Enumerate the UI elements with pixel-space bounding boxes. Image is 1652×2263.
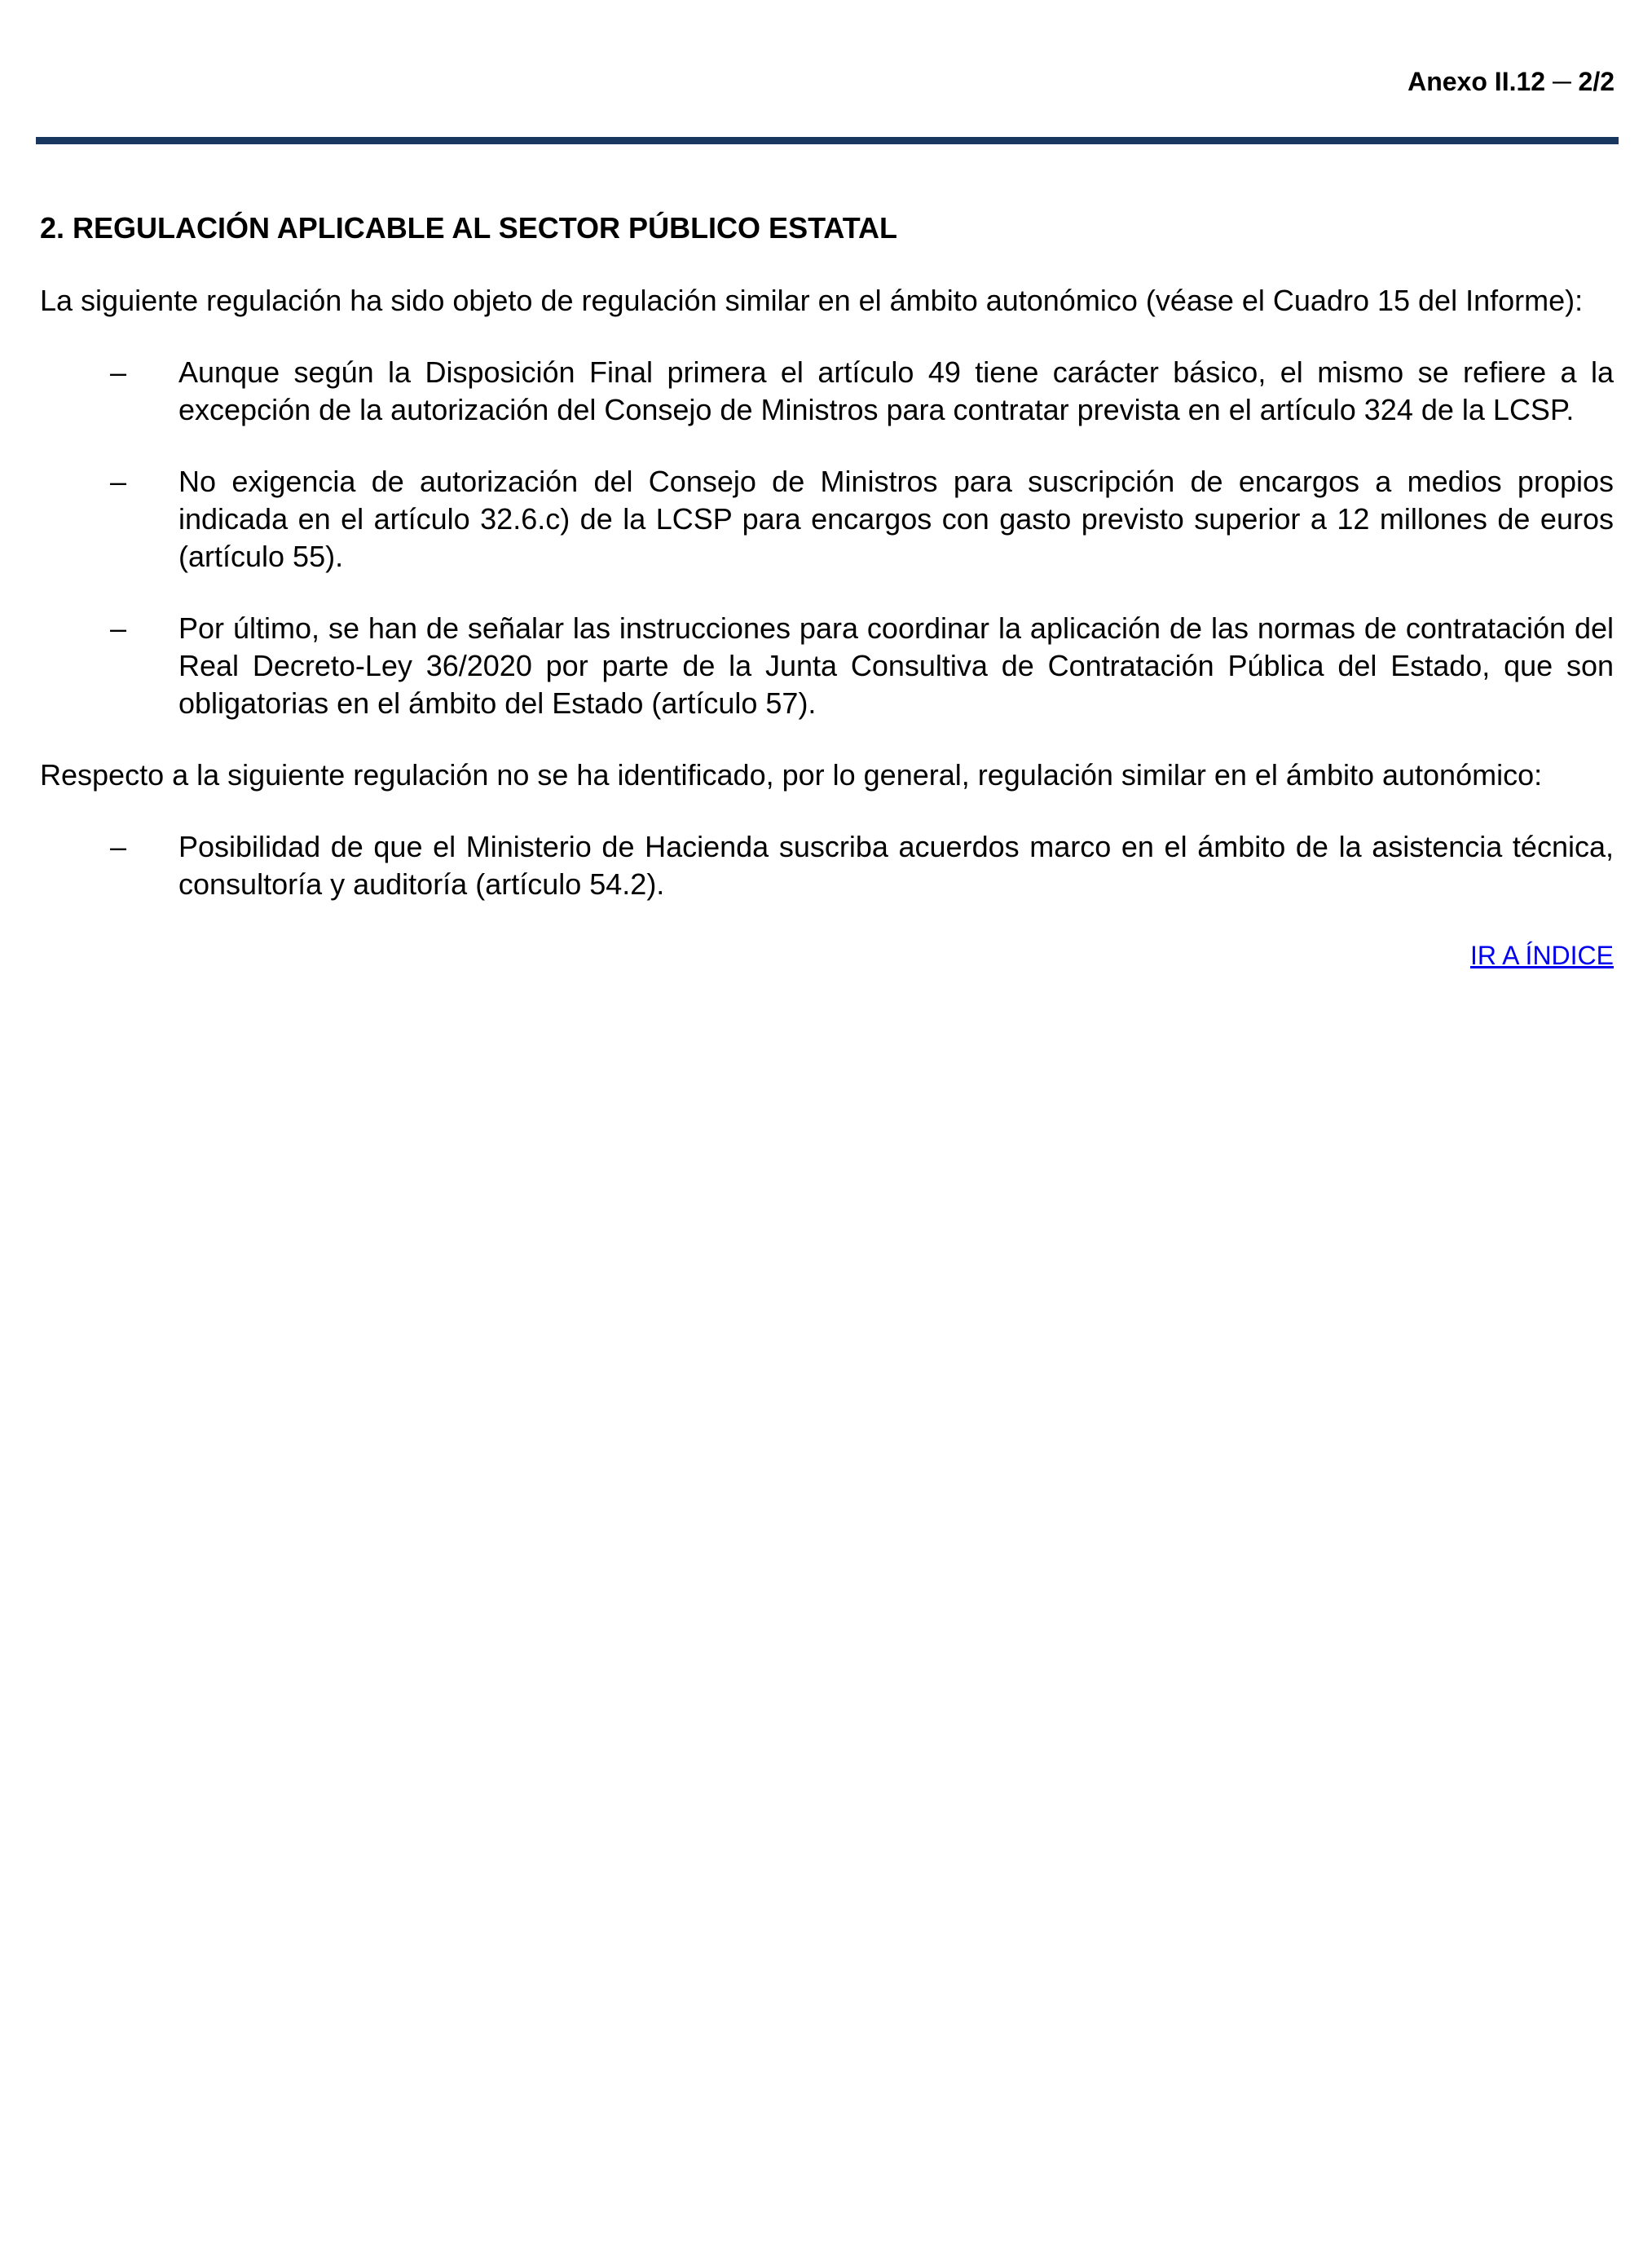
list-item-text: Por último, se han de señalar las instrucciones para coordinar la aplicación de las normas de contratación del Real Decreto-Ley 36/2020 por parte de la Junta Consultiva de Contratación Pública del Estado, que son obligatorias en el ámbito del Estado (artículo 57). bbox=[178, 611, 1614, 720]
list-item-text: Aunque según la Disposición Final primera el artículo 49 tiene carácter básico, el mismo se refiere a la excepción de la autorización del Consejo de Ministros para contratar prevista en el artículo 324 de la LCSP. bbox=[178, 355, 1614, 426]
header-rule bbox=[36, 137, 1619, 144]
annex-page-label: Anexo II.12 ─ 2/2 bbox=[1408, 67, 1615, 96]
regulation-list-not-similar bbox=[40, 828, 1614, 903]
list-item-text: No exigencia de autorización del Consejo de Ministros para suscripción de encargos a medios propios indicada en el artículo 32.6.c) de la LCSP para encargos con gasto previsto superior a 12 millones de euros (artículo 55). bbox=[178, 465, 1614, 573]
list-item-text: Posibilidad de que el Ministerio de Hacienda suscriba acuerdos marco en el ámbito de la asistencia técnica, consultoría y auditoría (artículo 54.2). bbox=[178, 830, 1614, 901]
dash-bullet: – bbox=[110, 611, 127, 645]
list-item bbox=[40, 828, 1614, 903]
list-item bbox=[40, 354, 1614, 429]
list-item bbox=[40, 610, 1614, 722]
section-title: 2. REGULACIÓN APLICABLE AL SECTOR PÚBLICO ESTATAL bbox=[40, 211, 898, 245]
dash-bullet: – bbox=[110, 465, 127, 498]
dash-bullet: – bbox=[110, 830, 127, 863]
regulation-list-similar bbox=[40, 354, 1614, 722]
go-to-index-link[interactable]: IR A ÍNDICE bbox=[1469, 941, 1614, 970]
document-body bbox=[40, 209, 1614, 972]
intro-paragraph: La siguiente regulación ha sido objeto de regulación similar en el ámbito autonómico (véase el Cuadro 15 del Informe): bbox=[40, 284, 1584, 317]
second-intro-paragraph: Respecto a la siguiente regulación no se ha identificado, por lo general, regulación similar en el ámbito autonómico: bbox=[40, 758, 1543, 792]
dash-bullet: – bbox=[110, 355, 127, 389]
list-item bbox=[40, 463, 1614, 576]
